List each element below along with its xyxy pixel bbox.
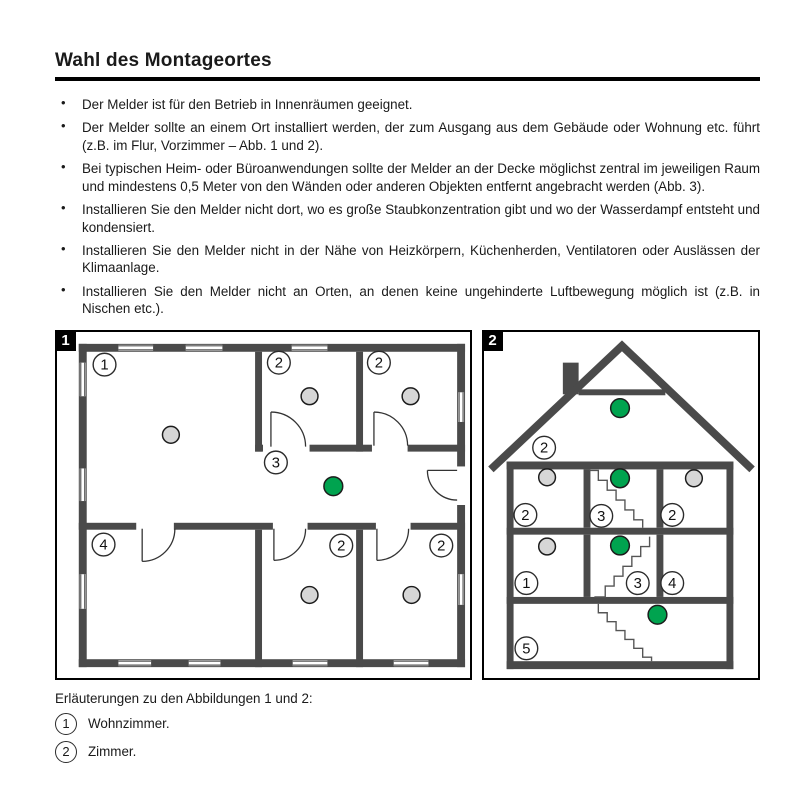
figure-legend [55, 691, 760, 763]
legend-heading: Erläuterungen zu den Abbildungen 1 und 2: [55, 690, 313, 706]
svg-text:5: 5 [522, 640, 531, 657]
page-title: Wahl des Montageortes [55, 50, 272, 71]
svg-text:3: 3 [597, 508, 606, 525]
bullet-item [55, 283, 760, 318]
svg-text:4: 4 [99, 537, 108, 554]
bullet-text: Installieren Sie den Melder nicht in der Nähe von Heizkörpern, Küchenherden, Ventilatoren oder Auslässen der Klimaanlage. [82, 242, 760, 276]
svg-text:2: 2 [668, 507, 677, 524]
circled-number-icon: 2 [55, 741, 77, 763]
staircase [589, 470, 651, 661]
svg-text:3: 3 [633, 575, 642, 592]
figure2-box [482, 330, 760, 680]
detector-dot-gray [162, 426, 179, 443]
legend-item [55, 713, 760, 735]
title-rule [55, 77, 760, 81]
detector-dot-green [611, 398, 630, 417]
collar-beam [579, 389, 666, 395]
circled-number-icon: 1 [55, 713, 77, 735]
room-label-2 [661, 503, 684, 526]
detector-dot-gray [403, 586, 420, 603]
room-label-2 [330, 534, 353, 557]
bullet-text: Installieren Sie den Melder nicht dort, wo es große Staubkonzentration gibt und wo der Wasserdampf entsteht und kondensiert. [82, 202, 760, 235]
bullet-icon: • [61, 281, 66, 297]
svg-text:1: 1 [522, 575, 531, 592]
bullet-icon: • [61, 200, 66, 216]
figure1-box [55, 330, 472, 680]
bullet-item [55, 96, 760, 113]
room-label-2 [430, 534, 453, 557]
svg-text:3: 3 [271, 455, 281, 472]
detector-dot-green [324, 476, 343, 495]
legend-items [55, 713, 760, 763]
room-label-2 [514, 503, 537, 526]
room-label-2 [267, 351, 290, 374]
figure1-dynamic [92, 351, 453, 603]
room-label-3 [626, 571, 649, 594]
bullet-text: Installieren Sie den Melder nicht an Orten, an denen keine ungehinderte Luftbewegung möglich ist (z.B. in Nischen etc.). [82, 283, 760, 317]
detector-dot-gray [301, 586, 318, 603]
bullet-text: Der Melder ist für den Betrieb in Innenräumen geeignet. [82, 97, 413, 112]
svg-text:1: 1 [100, 357, 109, 374]
bullet-item [55, 160, 760, 195]
bullet-item [55, 201, 760, 236]
bullet-list [55, 96, 760, 318]
detector-dot-gray [539, 538, 556, 555]
room-label-4 [92, 533, 115, 556]
svg-text:2: 2 [540, 440, 549, 457]
detector-dot-gray [539, 469, 556, 486]
room-label-2 [533, 436, 556, 459]
legend-label: Wohnzimmer. [88, 716, 170, 732]
legend-item [55, 741, 760, 763]
bullet-icon: • [61, 240, 66, 256]
bullet-item [55, 242, 760, 277]
svg-text:4: 4 [668, 575, 677, 592]
svg-text:2: 2 [337, 538, 346, 555]
svg-text:2: 2 [374, 355, 384, 372]
svg-text:2: 2 [274, 355, 283, 372]
svg-text:2: 2 [521, 507, 530, 524]
svg-text:2: 2 [437, 538, 446, 555]
floorplan-doors [142, 412, 457, 561]
figures-row [55, 330, 760, 680]
detector-dot-green [611, 469, 630, 488]
detector-dot-green [611, 536, 630, 555]
room-label-2 [367, 351, 390, 374]
room-label-5 [515, 637, 538, 660]
detector-dot-gray [686, 470, 703, 487]
bullet-icon: • [61, 159, 66, 175]
room-label-1 [515, 571, 538, 594]
bullet-item [55, 119, 760, 154]
bullet-text: Bei typischen Heim- oder Büroanwendungen sollte der Melder an der Decke möglichst zentral im jeweiligen Raum und mindestens 0,5 Meter von den Wänden oder anderen Objekten entfernt angebracht werden (Abb. 3). [82, 161, 760, 194]
room-label-3 [264, 451, 287, 474]
room-label-4 [661, 571, 684, 594]
bullet-icon: • [61, 95, 66, 110]
detector-dot-green [648, 605, 667, 624]
figure1-svg [57, 332, 470, 678]
legend-label: Zimmer. [88, 744, 137, 760]
bullet-icon: • [61, 118, 66, 134]
detector-dot-gray [402, 387, 419, 404]
room-label-3 [590, 504, 613, 527]
room-label-1 [93, 353, 116, 376]
figure2-svg [484, 332, 758, 678]
detector-dot-gray [301, 387, 318, 404]
bullet-text: Der Melder sollte an einem Ort installiert werden, der zum Ausgang aus dem Gebäude oder Wohnung etc. führt (z.B. im Flur, Vorzimmer – Abb. 1 und 2). [82, 120, 760, 153]
figure1-badge: 1 [55, 330, 76, 351]
figure2-badge: 2 [482, 330, 503, 351]
